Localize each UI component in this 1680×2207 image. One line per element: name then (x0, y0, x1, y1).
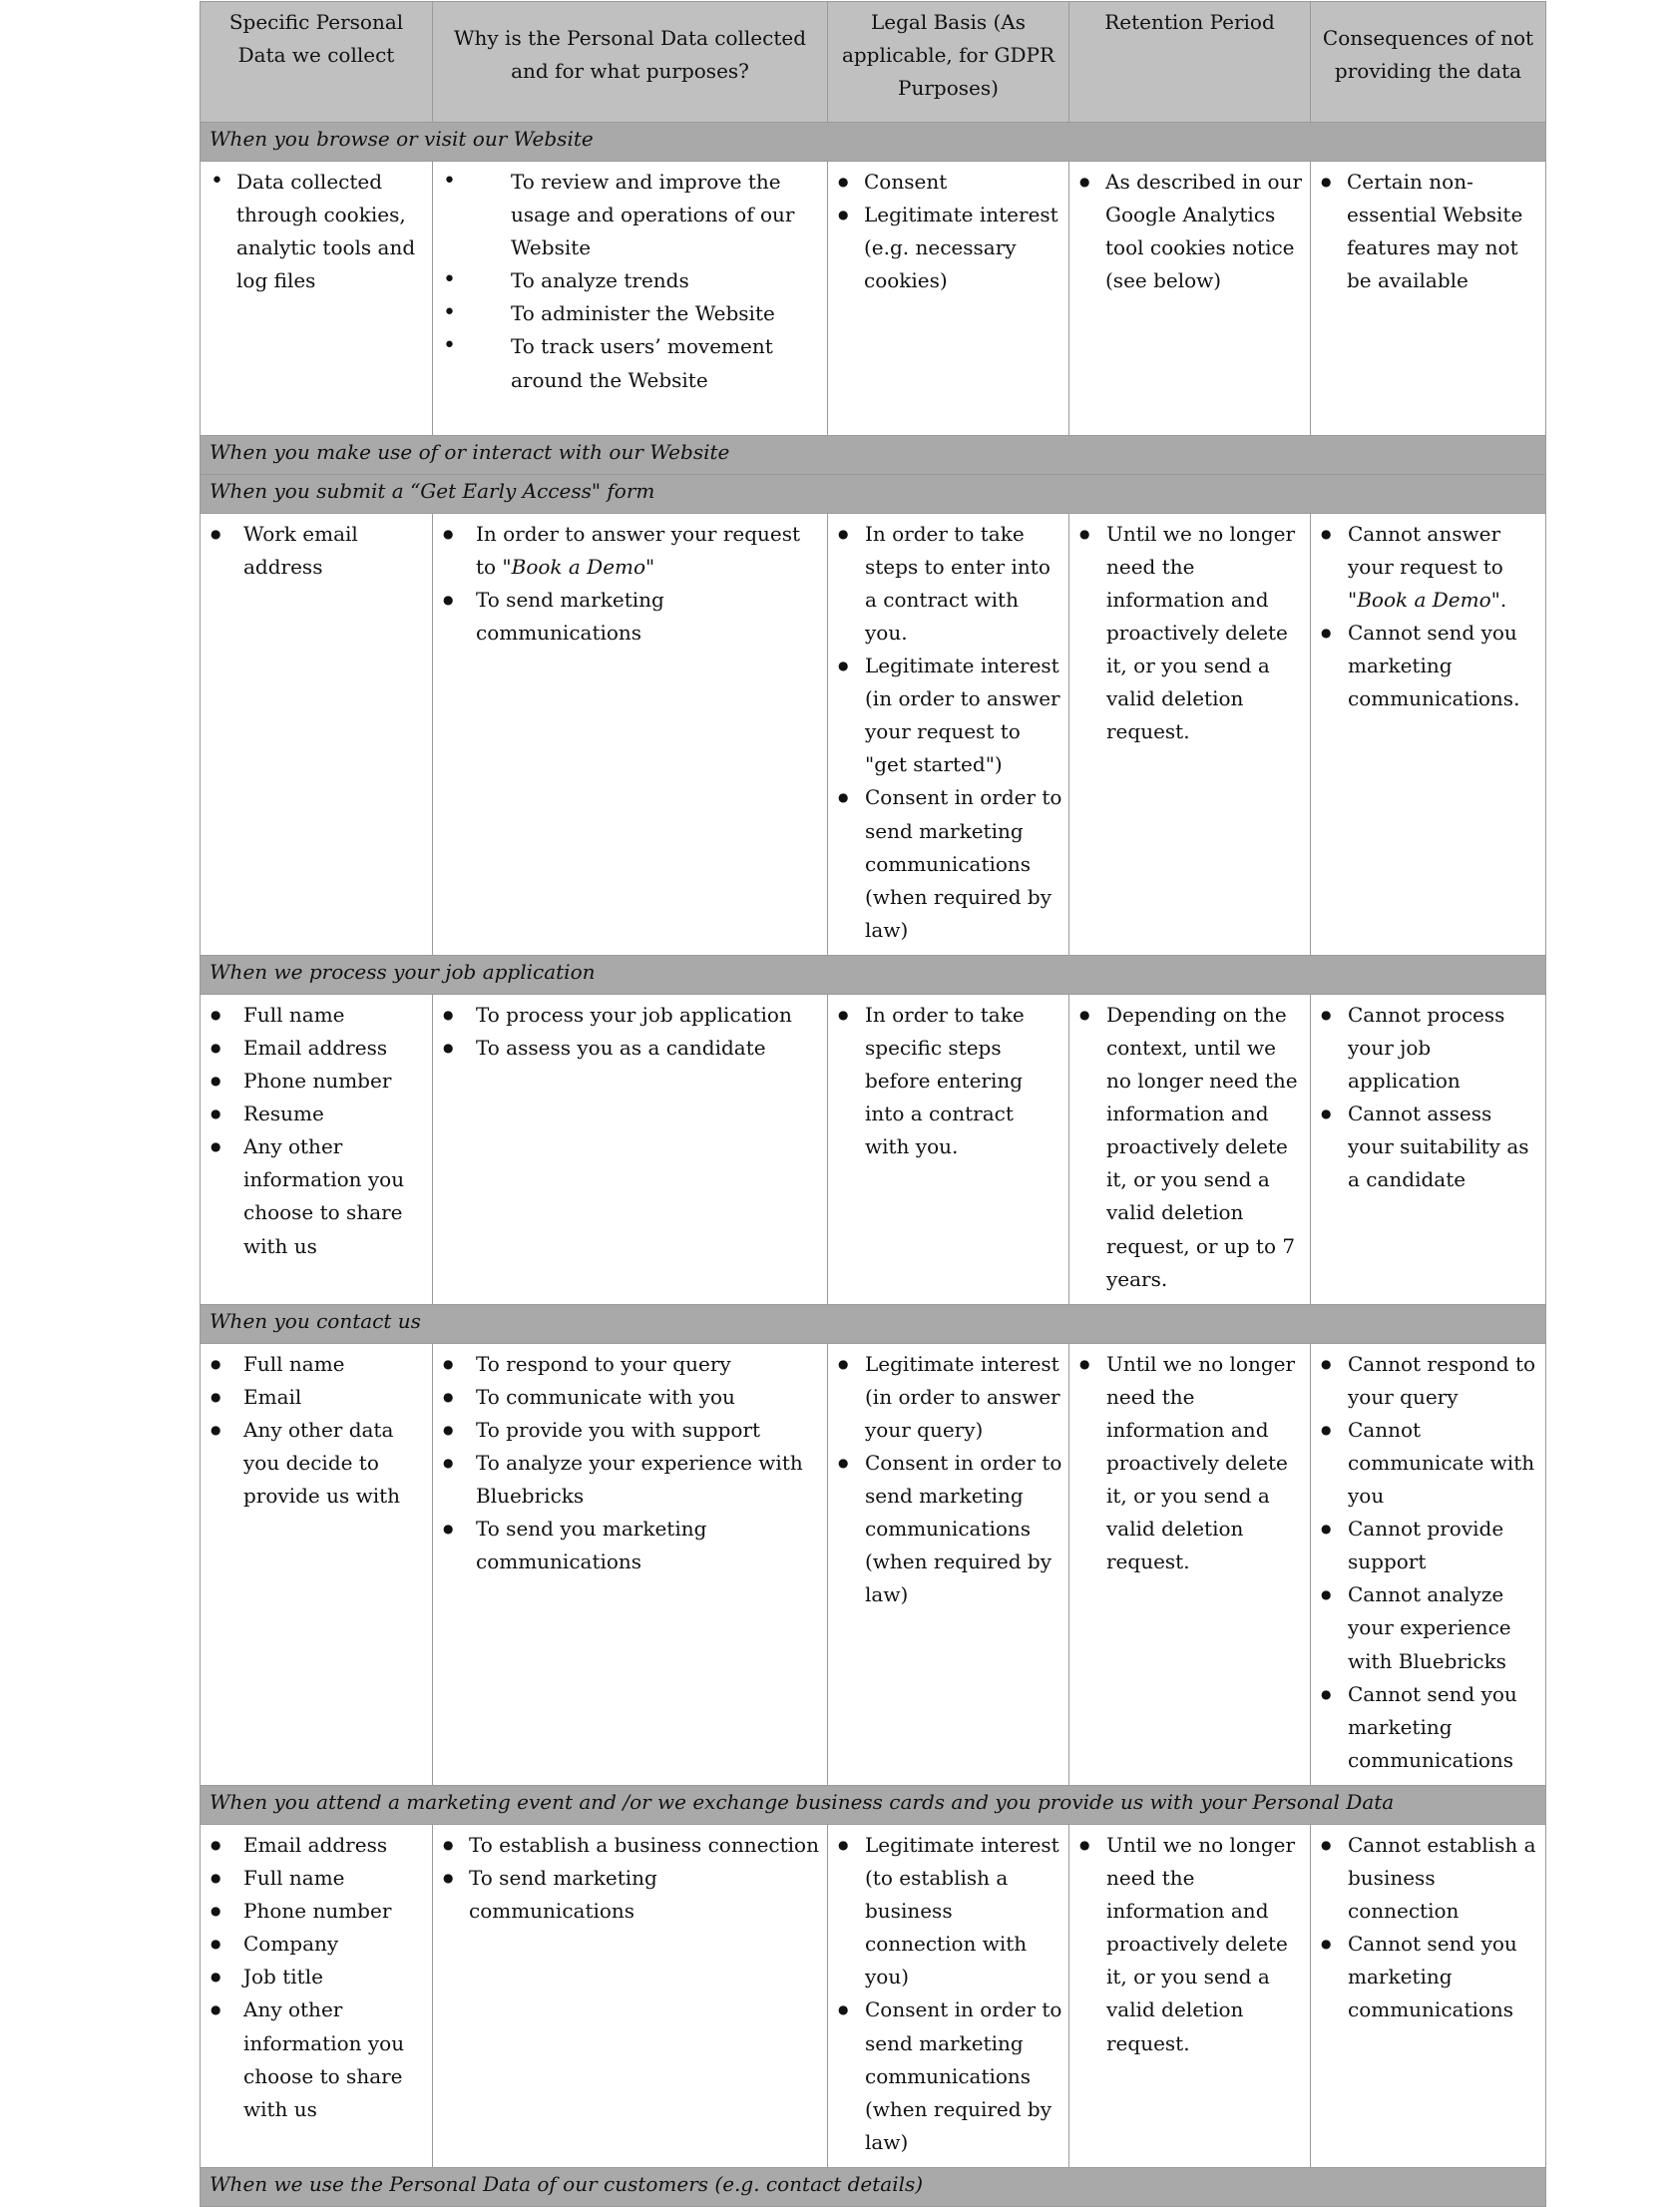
section-early-access: When you submit a “Get Early Access" form (201, 474, 1546, 513)
list-item: ● Cannot assess your suitability as a candidate (1319, 1098, 1539, 1196)
section-customers: When we use the Personal Data of our customers (e.g. contact details) (201, 2167, 1546, 2206)
table-row (201, 994, 1546, 1304)
consequence-period: . (1499, 587, 1507, 612)
cell-legal (828, 1824, 1069, 2167)
list-item: ● Any other information you choose to share with us (209, 1993, 426, 2125)
section-row (201, 474, 1546, 513)
cell-data (201, 1824, 433, 2167)
cell-consequences (1311, 994, 1546, 1304)
table-row (201, 1343, 1546, 1785)
list-item: ● Phone number (209, 1895, 426, 1928)
list-item: ● Certain non-essential Website features may not be available (1319, 166, 1539, 297)
table-row (201, 1824, 1546, 2167)
list-item: • To analyze trends (441, 264, 821, 297)
table-row (201, 162, 1546, 436)
cell-purposes (433, 162, 828, 436)
cell-retention (1069, 994, 1311, 1304)
list-item: ● Full name (209, 1862, 426, 1895)
list-item: ● Cannot send you marketing communications (1319, 1928, 1539, 2026)
cell-retention (1069, 1343, 1311, 1785)
list-item: ● To send you marketing communications (441, 1513, 821, 1578)
list-item: ● To analyze your experience with Bluebricks (441, 1447, 821, 1513)
cell-legal (828, 1343, 1069, 1785)
list-item: ● Until we no longer need the information and proactively delete it, or you send a valid deletion request. (1077, 518, 1304, 749)
cell-purposes (433, 994, 828, 1304)
list-item: ● To provide you with support (441, 1414, 821, 1447)
personal-data-table (200, 1, 1546, 2207)
cell-retention (1069, 513, 1311, 955)
list-item: ● Cannot process your job application (1319, 999, 1539, 1098)
cell-purposes (433, 1343, 828, 1785)
list-item: ● Email (209, 1381, 426, 1414)
list-item: ● To process your job application (441, 999, 821, 1032)
list-item: ● In order to take steps to enter into a contract with you. (836, 518, 1062, 650)
list-item: ● To respond to your query (441, 1348, 821, 1381)
consequence-emphasis: "Book a Demo" (1348, 587, 1500, 612)
list-item: ● Consent in order to send marketing communications (when required by law) (836, 781, 1062, 946)
cell-legal (828, 162, 1069, 436)
cell-consequences (1311, 513, 1546, 955)
list-item: ● Cannot provide support (1319, 1513, 1539, 1578)
cell-consequences (1311, 1343, 1546, 1785)
list-item: ● Legitimate interest (e.g. necessary cookies) (836, 199, 1062, 297)
list-item: ● Until we no longer need the information and proactively delete it, or you send a valid deletion request. (1077, 1348, 1304, 1579)
list-item (441, 518, 821, 584)
list-item: ● Depending on the context, until we no longer need the information and proactively delete it, or you send a valid deletion request, or up to 7 years. (1077, 999, 1304, 1296)
header-data-collected: Specific Personal Data we collect (201, 2, 433, 123)
list-item: • Data collected through cookies, analytic tools and log files (209, 166, 426, 297)
list-item: ● Company (209, 1928, 426, 1961)
cell-retention (1069, 1824, 1311, 2167)
list-item: ● Email address (209, 1032, 426, 1065)
list-item: ● Cannot communicate with you (1319, 1414, 1539, 1513)
section-row (201, 1304, 1546, 1343)
section-row (201, 1785, 1546, 1824)
list-item: ● Cannot respond to your query (1319, 1348, 1539, 1414)
list-item: ● Legitimate interest (to establish a business connection with you) (836, 1829, 1062, 1993)
cell-legal (828, 513, 1069, 955)
section-row (201, 123, 1546, 162)
list-item: • To administer the Website (441, 297, 821, 330)
cell-data (201, 162, 433, 436)
privacy-table-container (200, 1, 1545, 2207)
list-item: ● Work email address (209, 518, 426, 584)
purpose-text: In order to answer your request to " (476, 521, 801, 579)
list-item: ● Cannot establish a business connection (1319, 1829, 1539, 1928)
list-item: ● Email address (209, 1829, 426, 1862)
list-item: ● Cannot analyze your experience with Bluebricks (1319, 1578, 1539, 1677)
list-item: ● In order to take specific steps before entering into a contract with you. (836, 999, 1062, 1163)
list-item: ● Job title (209, 1961, 426, 1993)
header-consequences: Consequences of not providing the data (1311, 2, 1546, 123)
table-row (201, 513, 1546, 955)
list-item: ● To send marketing communications (441, 584, 821, 650)
list-item (1319, 518, 1539, 617)
cell-consequences (1311, 1824, 1546, 2167)
list-item: ● Any other data you decide to provide us with (209, 1414, 426, 1513)
list-item: ● To send marketing communications (441, 1862, 821, 1928)
list-item: ● Any other information you choose to share with us (209, 1130, 426, 1262)
cell-purposes (433, 1824, 828, 2167)
list-item: ● To establish a business connection (441, 1829, 821, 1862)
list-item: ● Resume (209, 1098, 426, 1130)
list-item: ● Legitimate interest (in order to answer your request to "get started") (836, 650, 1062, 781)
section-browse: When you browse or visit our Website (201, 123, 1546, 162)
list-item: • To track users’ movement around the Website (441, 330, 821, 396)
purpose-emphasis: Book a Demo" (511, 554, 655, 579)
list-item: ● Cannot send you marketing communications. (1319, 617, 1539, 715)
list-item: ● As described in our Google Analytics tool cookies notice (see below) (1077, 166, 1304, 297)
section-row (201, 435, 1546, 474)
cell-data (201, 1343, 433, 1785)
header-row (201, 2, 1546, 123)
cell-purposes (433, 513, 828, 955)
cell-retention (1069, 162, 1311, 436)
list-item: ● Full name (209, 1348, 426, 1381)
list-item: ● Full name (209, 999, 426, 1032)
cell-data (201, 994, 433, 1304)
list-item: ● To assess you as a candidate (441, 1032, 821, 1065)
list-item: ● Consent in order to send marketing communications (when required by law) (836, 1993, 1062, 2158)
list-item: ● Legitimate interest (in order to answer your query) (836, 1348, 1062, 1447)
cell-consequences (1311, 162, 1546, 436)
list-item: ● Until we no longer need the information and proactively delete it, or you send a valid deletion request. (1077, 1829, 1304, 2060)
header-retention: Retention Period (1069, 2, 1311, 123)
header-purposes: Why is the Personal Data collected and for what purposes? (433, 2, 828, 123)
list-item: ● Consent in order to send marketing communications (when required by law) (836, 1447, 1062, 1611)
section-marketing-event: When you attend a marketing event and /or we exchange business cards and you provide us with your Personal Data (201, 1785, 1546, 1824)
consequence-text: Cannot answer your request to (1348, 521, 1503, 579)
section-row (201, 955, 1546, 994)
section-row (201, 2167, 1546, 2206)
cell-data (201, 513, 433, 955)
list-item: ● Cannot send you marketing communications (1319, 1678, 1539, 1777)
section-job-application: When we process your job application (201, 955, 1546, 994)
cell-legal (828, 994, 1069, 1304)
section-use: When you make use of or interact with our Website (201, 435, 1546, 474)
section-contact-us: When you contact us (201, 1304, 1546, 1343)
list-item: ● Phone number (209, 1065, 426, 1098)
header-legal-basis: Legal Basis (As applicable, for GDPR Purposes) (828, 2, 1069, 123)
list-item: ● To communicate with you (441, 1381, 821, 1414)
list-item: • To review and improve the usage and operations of our Website (441, 166, 821, 264)
list-item: ● Consent (836, 166, 1062, 199)
